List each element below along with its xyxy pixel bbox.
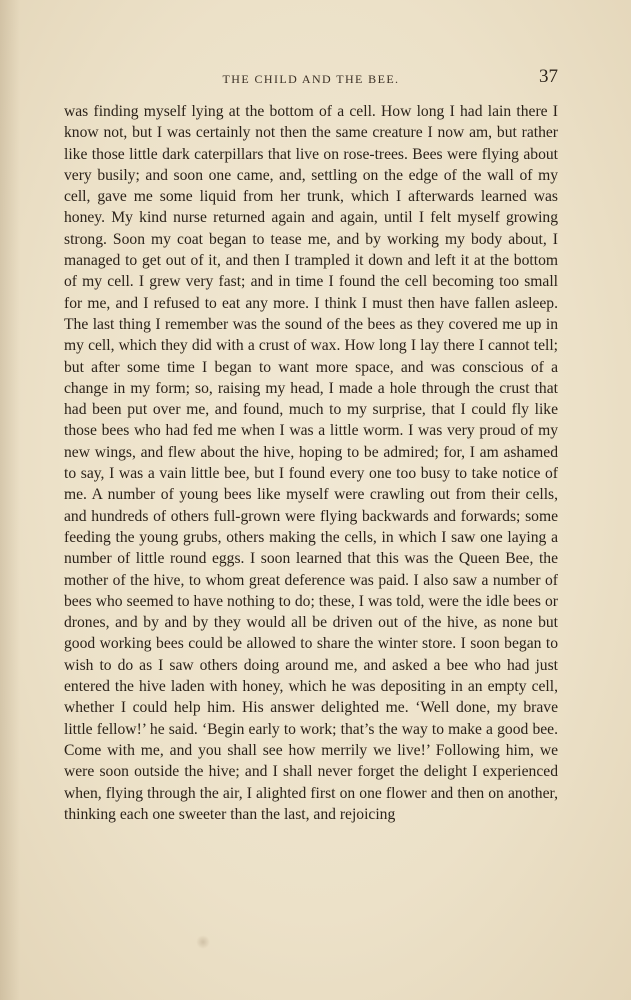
paper-speck — [196, 935, 210, 949]
page-number: 37 — [539, 66, 558, 87]
page-header — [64, 66, 558, 90]
running-title: THE CHILD AND THE BEE. — [222, 72, 400, 86]
body-paragraph: was finding myself lying at the bottom of a cell. How long I had lain there I know not, but I was certainly not then the same creature I now am, but rather like those little dark caterpillars that live on rose-trees. Bees were flying about very busily; and soon one came, and, settling on the edge of the wall of my cell, gave me some liquid from her trunk, which I afterwards learned was honey. My kind nurse returned again and again, until I felt myself growing strong. Soon my coat began to tease me, and by working my body about, I managed to get out of it, and then I trampled it down and left it at the bottom of my cell. I grew very fast; and in time I found the cell becoming too small for me, and I refused to eat any more. I think I must then have fallen asleep. The last thing I remember was the sound of the bees as they covered me up in my cell, which they did with a crust of wax. How long I lay there I cannot tell; but after some time I began to want more space, and was conscious of a change in my form; so, raising my head, I made a hole through the crust that had been put over me, and found, much to my surprise, that I could fly like those bees who had fed me when I was a little worm. I was very proud of my new wings, and flew about the hive, hoping to be admired; for, I am ashamed to say, I was a vain little bee, but I found every one too busy to take notice of me. A number of young bees like myself were crawling out from their cells, and hundreds of others full-grown were flying backwards and forwards; some feeding the young grubs, others making the cells, in which I saw one laying a number of little round eggs. I soon learned that this was the Queen Bee, the mother of the hive, to whom great deference was paid. I also saw a number of bees who seemed to have nothing to do; these, I was told, were the idle bees or drones, and by and by they would all be driven out of the hive, as none but good working bees could be allowed to share the winter store. I soon began to wish to do as I saw others doing around me, and asked a bee who had just entered the hive laden with honey, which he was depositing in an empty cell, whether I could help him. His answer delighted me. ‘Well done, my brave little fellow!’ he said. ‘Begin early to work; that’s the way to make a good bee. Come with me, and you shall see how merrily we live!’ Following him, we were soon outside the hive; and I shall never forget the delight I experienced when, flying through the air, I alighted first on one flower and then on another, thinking each one sweeter than the last, and rejoicing — [64, 103, 558, 823]
page-gutter-shadow — [0, 0, 20, 1000]
